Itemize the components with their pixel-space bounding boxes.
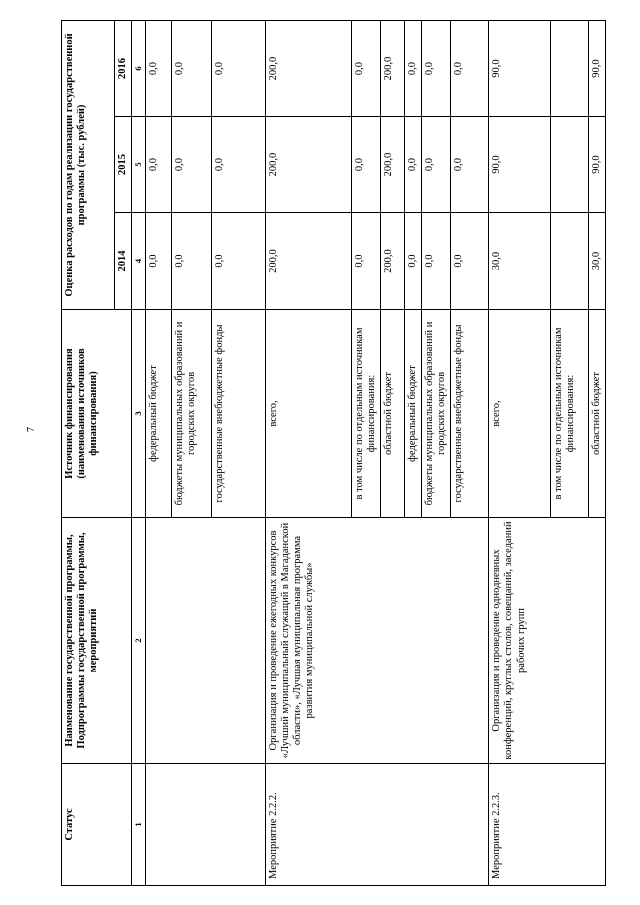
status-cell: Мероприятие 2.2.3. xyxy=(489,764,606,886)
rotated-page xyxy=(61,21,611,886)
source-cell: областной бюджет xyxy=(381,310,405,518)
col-number: 5 xyxy=(132,117,146,213)
value-2014: 30,0 xyxy=(489,213,551,310)
header-name: Наименование государственной программы, Подпрограммы государственной программы, мероприятий xyxy=(62,518,132,764)
source-cell: государственные внебюджетные фонды xyxy=(212,310,266,518)
name-cell xyxy=(146,518,266,764)
table-row xyxy=(489,20,551,885)
name-cell: Организация и проведение ежегодных конкурсов «Лучший муниципальный служащий в Магаданской области», «Лучшая муниципальная программа развития муниципальной службы» xyxy=(266,518,489,764)
value-2016: 0,0 xyxy=(405,20,422,116)
value-2014: 200,0 xyxy=(381,213,405,310)
value-2016: 0,0 xyxy=(451,20,489,116)
value-2014: 0,0 xyxy=(405,213,422,310)
value-2014: 0,0 xyxy=(212,213,266,310)
header-year-2014: 2014 xyxy=(115,213,132,310)
header-estimate: Оценка расходов по годам реализации государственной программы (тыс. рублей) xyxy=(62,20,115,309)
value-2015: 0,0 xyxy=(451,117,489,213)
value-2015: 0,0 xyxy=(172,117,212,213)
value-2014: 0,0 xyxy=(422,213,451,310)
budget-table xyxy=(61,20,606,886)
source-cell: всего, xyxy=(489,310,551,518)
value-2014: 200,0 xyxy=(266,213,352,310)
value-2014: 0,0 xyxy=(172,213,212,310)
table-row xyxy=(146,20,172,885)
source-cell: всего, xyxy=(266,310,352,518)
value-2015: 90,0 xyxy=(589,117,606,213)
source-cell: в том числе по отдельным источникам финансирования: xyxy=(352,310,381,518)
value-2016: 0,0 xyxy=(172,20,212,116)
value-2015: 0,0 xyxy=(405,117,422,213)
value-2016: 90,0 xyxy=(589,20,606,116)
header-source: Источник финансирования (наименования источников финансирования) xyxy=(62,310,132,518)
value-2016: 0,0 xyxy=(422,20,451,116)
value-2016: 0,0 xyxy=(352,20,381,116)
value-2015: 0,0 xyxy=(212,117,266,213)
source-cell: федеральный бюджет xyxy=(405,310,422,518)
header-year-2015: 2015 xyxy=(115,117,132,213)
value-2015: 0,0 xyxy=(352,117,381,213)
source-cell: областной бюджет xyxy=(589,310,606,518)
value-2015: 200,0 xyxy=(266,117,352,213)
header-year-2016: 2016 xyxy=(115,20,132,116)
value-2016: 0,0 xyxy=(212,20,266,116)
value-2016: 90,0 xyxy=(489,20,551,116)
source-cell: в том числе по отдельным источникам финансирования: xyxy=(551,310,589,518)
table-row xyxy=(266,20,352,885)
source-cell: государственные внебюджетные фонды xyxy=(451,310,489,518)
value-2016: 0,0 xyxy=(146,20,172,116)
status-cell xyxy=(146,764,266,886)
col-number: 6 xyxy=(132,20,146,116)
value-2015: 200,0 xyxy=(381,117,405,213)
status-cell: Мероприятие 2.2.2. xyxy=(266,764,489,886)
page-number: 7 xyxy=(26,427,37,432)
value-2015 xyxy=(551,117,589,213)
value-2016: 200,0 xyxy=(266,20,352,116)
value-2015: 90,0 xyxy=(489,117,551,213)
source-cell: бюджеты муниципальных образований и городских округов xyxy=(422,310,451,518)
value-2014: 0,0 xyxy=(146,213,172,310)
value-2015: 0,0 xyxy=(422,117,451,213)
source-cell: бюджеты муниципальных образований и городских округов xyxy=(172,310,212,518)
col-number: 3 xyxy=(132,310,146,518)
header-status: Статус xyxy=(62,764,132,886)
value-2016 xyxy=(551,20,589,116)
name-cell: Организация и проведение однодневных конференций, круглых столов, совещаний, заседаний рабочих групп xyxy=(489,518,606,764)
col-number: 4 xyxy=(132,213,146,310)
value-2014: 0,0 xyxy=(352,213,381,310)
value-2014: 0,0 xyxy=(451,213,489,310)
value-2016: 200,0 xyxy=(381,20,405,116)
col-number: 1 xyxy=(132,764,146,886)
value-2015: 0,0 xyxy=(146,117,172,213)
value-2014: 30,0 xyxy=(589,213,606,310)
source-cell: федеральный бюджет xyxy=(146,310,172,518)
column-numbers-row xyxy=(132,20,146,885)
value-2014 xyxy=(551,213,589,310)
col-number: 2 xyxy=(132,518,146,764)
